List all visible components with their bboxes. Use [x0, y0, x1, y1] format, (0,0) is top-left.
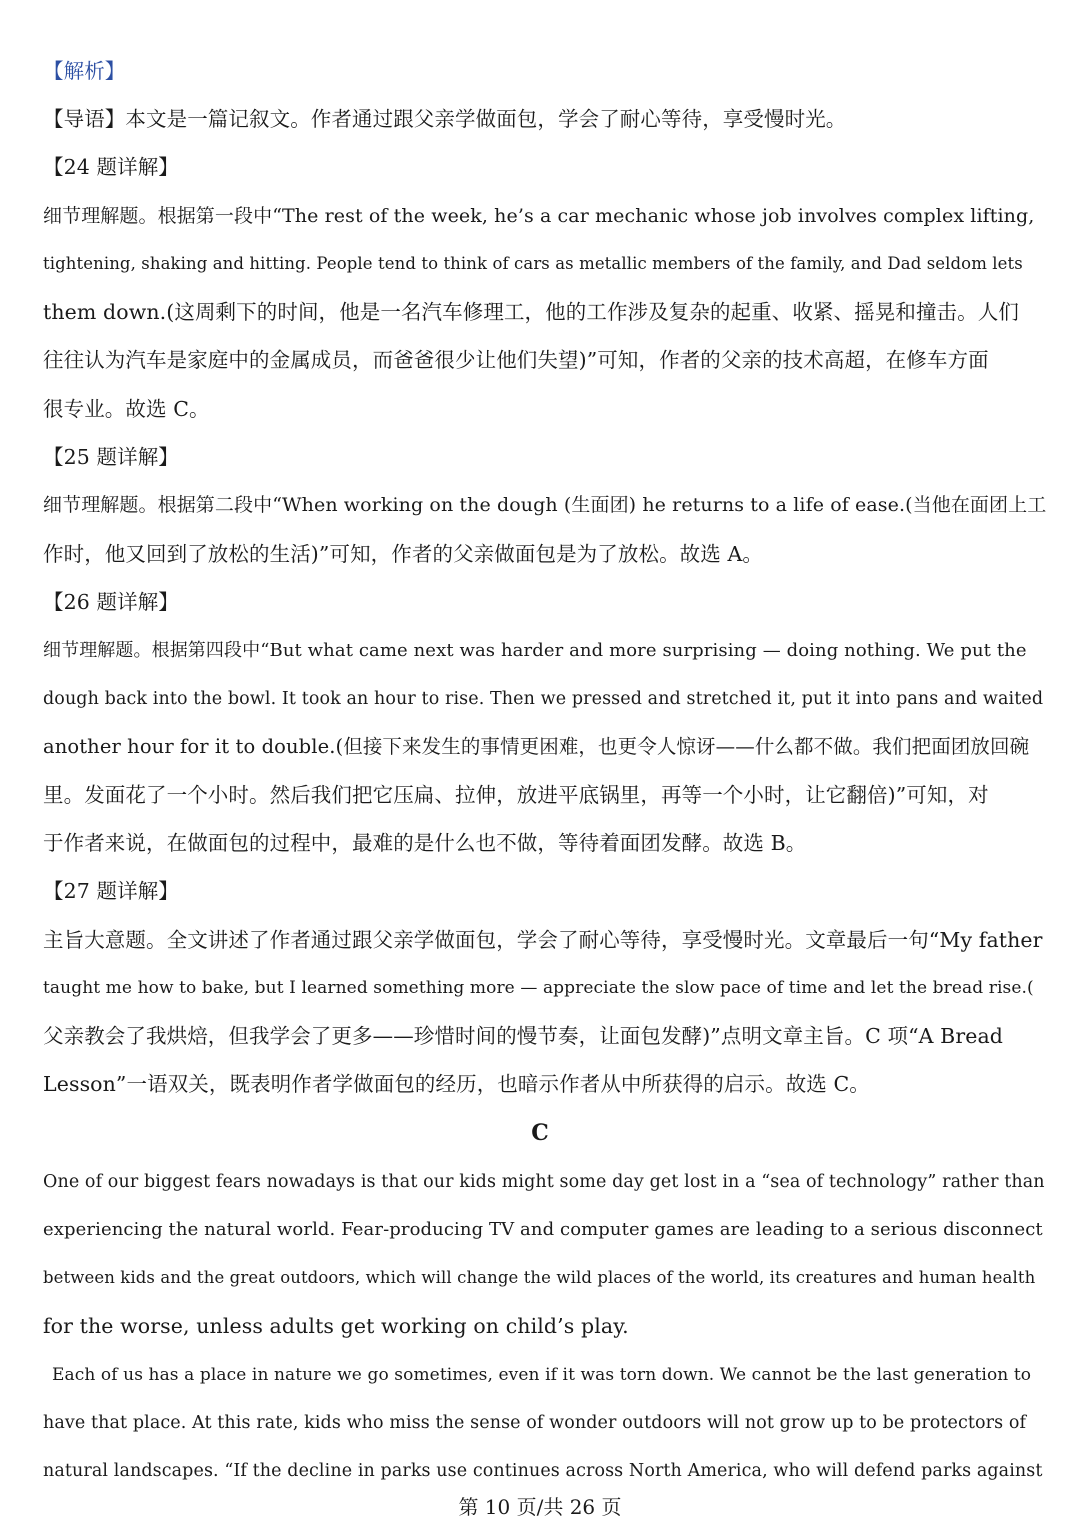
- q27-line-2: taught me how to bake, but I learned something more — appreciate the slow pace of time and let the bread rise.(: [43, 978, 1034, 998]
- q26-line-4: 里。发面花了一个小时。然后我们把它压扁、拉伸，放进平底锅里，再等一个小时，让它翻倍)”可知，对: [43, 783, 989, 807]
- q26-line-3: another hour for it to double.(但接下来发生的事情更困难，也更令人惊讶——什么都不做。我们把面团放回碗: [43, 735, 1030, 758]
- intro-line: 【导语】本文是一篇记叙文。作者通过跟父亲学做面包，学会了耐心等待，享受慢时光。: [43, 107, 847, 131]
- section-c-p2-line-2: have that place. At this rate, kids who miss the sense of wonder outdoors will not grow up to be protectors of: [43, 1413, 1027, 1433]
- section-c-heading: C: [531, 1120, 549, 1146]
- q27-line-3: 父亲教会了我烘焙，但我学会了更多——珍惜时间的慢节奏，让面包发酵)”点明文章主旨。C 项“A Bread: [43, 1024, 1004, 1048]
- q26-line-5: 于作者来说，在做面包的过程中，最难的是什么也不做，等待着面团发酵。故选 B。: [43, 831, 807, 855]
- q25-heading: 【25 题详解】: [43, 445, 179, 469]
- section-c-p1-line-2: experiencing the natural world. Fear-producing TV and computer games are leading to a serious disconnect: [43, 1219, 1043, 1240]
- q27-heading: 【27 题详解】: [43, 879, 179, 903]
- q25-line-2: 作时，他又回到了放松的生活)”可知，作者的父亲做面包是为了放松。故选 A。: [43, 542, 763, 566]
- q24-line-4: 往往认为汽车是家庭中的金属成员，而爸爸很少让他们失望)”可知，作者的父亲的技术高超，在修车方面: [43, 348, 989, 372]
- q26-line-1: 细节理解题。根据第四段中“But what came next was harder and more surprising — doing nothing. We put the: [43, 640, 1027, 661]
- analysis-label: 【解析】: [43, 59, 126, 83]
- q26-heading: 【26 题详解】: [43, 590, 179, 614]
- q27-line-4: Lesson”一语双关，既表明作者学做面包的经历，也暗示作者从中所获得的启示。故选 C。: [43, 1072, 870, 1096]
- q24-heading: 【24 题详解】: [43, 155, 179, 179]
- page-footer: 第 10 页/共 26 页: [458, 1495, 622, 1519]
- section-c-p2-line-3: natural landscapes. “If the decline in parks use continues across North America, who will defend parks against: [43, 1461, 1043, 1481]
- section-c-p1-line-1: One of our biggest fears nowadays is that our kids might some day get lost in a “sea of technology” rather than: [43, 1172, 1045, 1192]
- q26-line-2: dough back into the bowl. It took an hour to rise. Then we pressed and stretched it, put it into pans and waited: [43, 689, 1044, 709]
- section-c-p1-line-4: for the worse, unless adults get working on child’s play.: [43, 1314, 629, 1338]
- q24-line-1: 细节理解题。根据第一段中“The rest of the week, he’s a car mechanic whose job involves complex lifting,: [43, 205, 1035, 227]
- q27-line-1: 主旨大意题。全文讲述了作者通过跟父亲学做面包，学会了耐心等待，享受慢时光。文章最后一句“My father: [43, 928, 1043, 952]
- q24-line-3: them down.(这周剩下的时间，他是一名汽车修理工，他的工作涉及复杂的起重、收紧、摇晃和撞击。人们: [43, 300, 1019, 324]
- q24-line-5: 很专业。故选 C。: [43, 397, 210, 421]
- section-c-p2-line-1: Each of us has a place in nature we go sometimes, even if it was torn down. We cannot be the last generation to: [52, 1365, 1032, 1385]
- q24-line-2: tightening, shaking and hitting. People tend to think of cars as metallic members of the family, and Dad seldom lets: [43, 254, 1023, 273]
- q25-line-1: 细节理解题。根据第二段中“When working on the dough (生面团) he returns to a life of ease.(当他在面团上工: [43, 494, 1047, 516]
- section-c-p1-line-3: between kids and the great outdoors, which will change the wild places of the world, its creatures and human health: [43, 1268, 1036, 1287]
